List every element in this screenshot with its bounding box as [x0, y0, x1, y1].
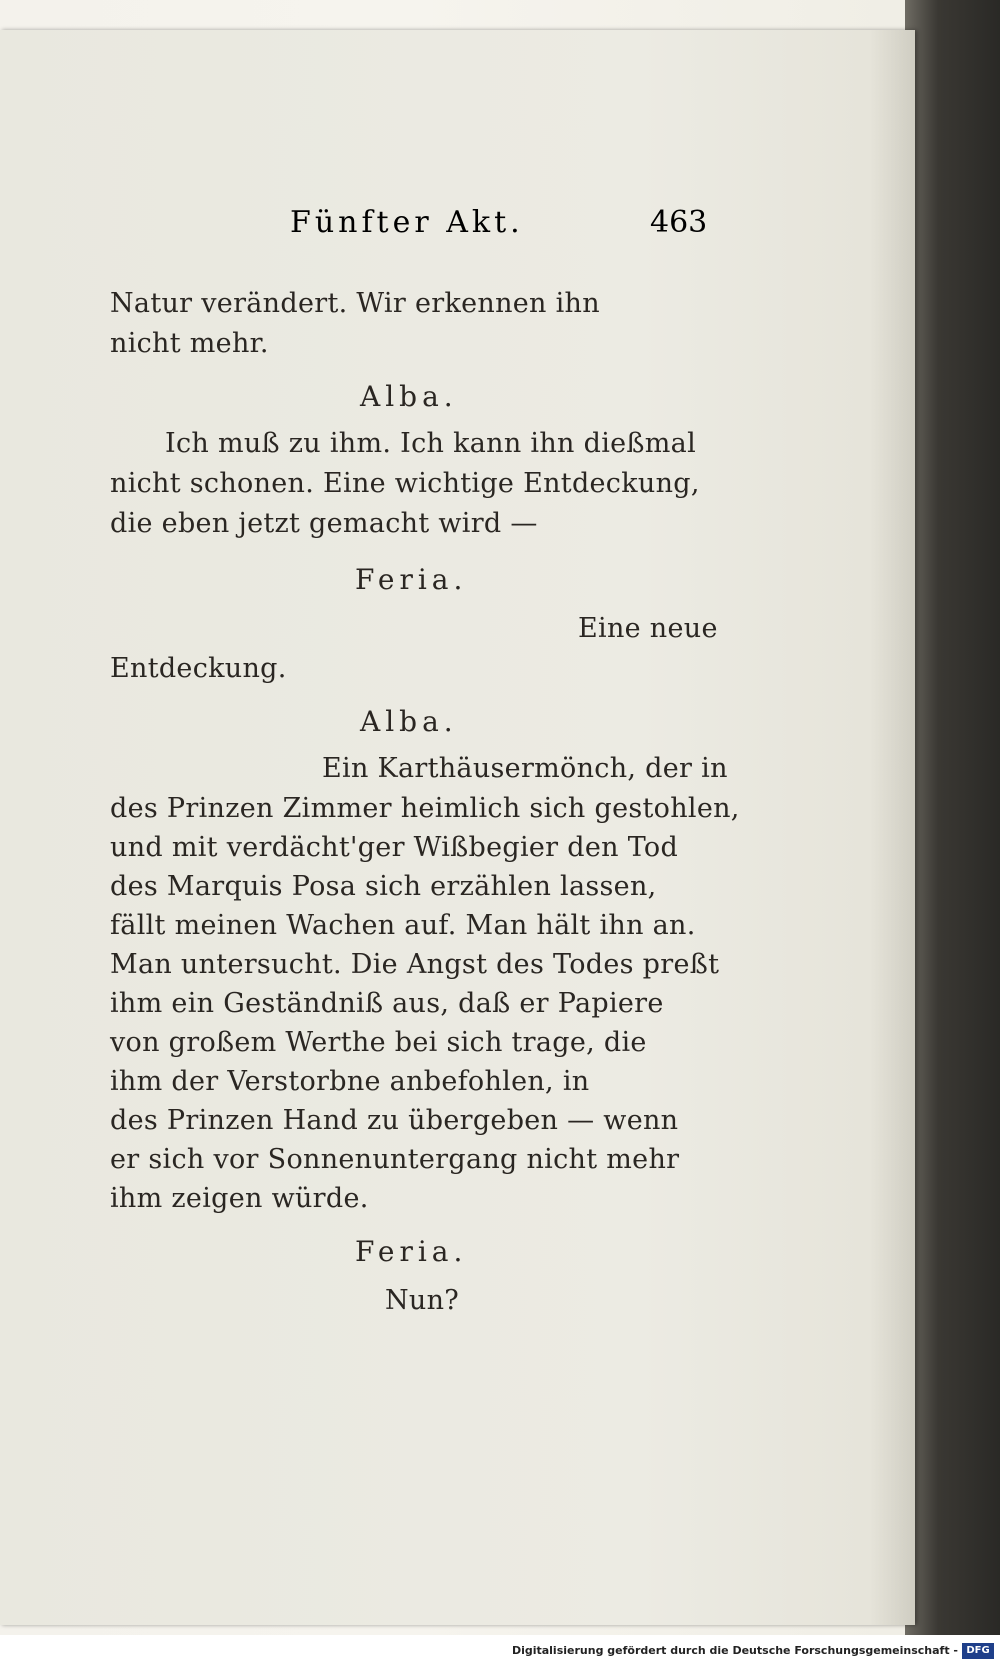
- text-line: fällt meinen Wachen auf. Man hält ihn an.: [110, 910, 696, 941]
- footer-bar: [0, 1635, 1000, 1670]
- text-line: nicht schonen. Eine wichtige Entdeckung,: [110, 468, 700, 499]
- text-line: ihm zeigen würde.: [110, 1183, 369, 1214]
- text-line: des Prinzen Zimmer heimlich sich gestohlen,: [110, 793, 740, 824]
- speaker-name: Alba.: [360, 705, 458, 738]
- book-page: [0, 30, 915, 1625]
- text-line: Entdeckung.: [110, 653, 287, 684]
- dfg-logo-badge[interactable]: DFG: [962, 1643, 994, 1659]
- text-line: Man untersucht. Die Angst des Todes preßt: [110, 949, 720, 980]
- footer-credit: Digitalisierung gefördert durch die Deutsche Forschungsgemeinschaft -: [511, 1644, 958, 1657]
- text-line: er sich vor Sonnenuntergang nicht mehr: [110, 1144, 680, 1175]
- page-number: 463: [650, 205, 708, 240]
- speaker-name: Feria.: [355, 1235, 468, 1268]
- speaker-name: Alba.: [360, 380, 458, 413]
- text-line: Nun?: [385, 1285, 460, 1316]
- text-line: des Marquis Posa sich erzählen lassen,: [110, 871, 657, 902]
- text-line: von großem Werthe bei sich trage, die: [110, 1027, 647, 1058]
- text-line: Natur verändert. Wir erkennen ihn: [110, 288, 600, 319]
- text-line: die eben jetzt gemacht wird —: [110, 508, 538, 539]
- book-edge: [905, 0, 1000, 1635]
- page-header-title: Fünfter Akt.: [290, 205, 524, 240]
- text-line: Ich muß zu ihm. Ich kann ihn dießmal: [165, 428, 696, 459]
- text-line: und mit verdächt'ger Wißbegier den Tod: [110, 832, 679, 863]
- text-line: ihm der Verstorbne anbefohlen, in: [110, 1066, 590, 1097]
- text-line: nicht mehr.: [110, 328, 269, 359]
- text-line: des Prinzen Hand zu übergeben — wenn: [110, 1105, 679, 1136]
- text-line: Eine neue: [578, 613, 718, 644]
- text-line: Ein Karthäusermönch, der in: [322, 753, 728, 784]
- text-line: ihm ein Geständniß aus, daß er Papiere: [110, 988, 664, 1019]
- speaker-name: Feria.: [355, 563, 468, 596]
